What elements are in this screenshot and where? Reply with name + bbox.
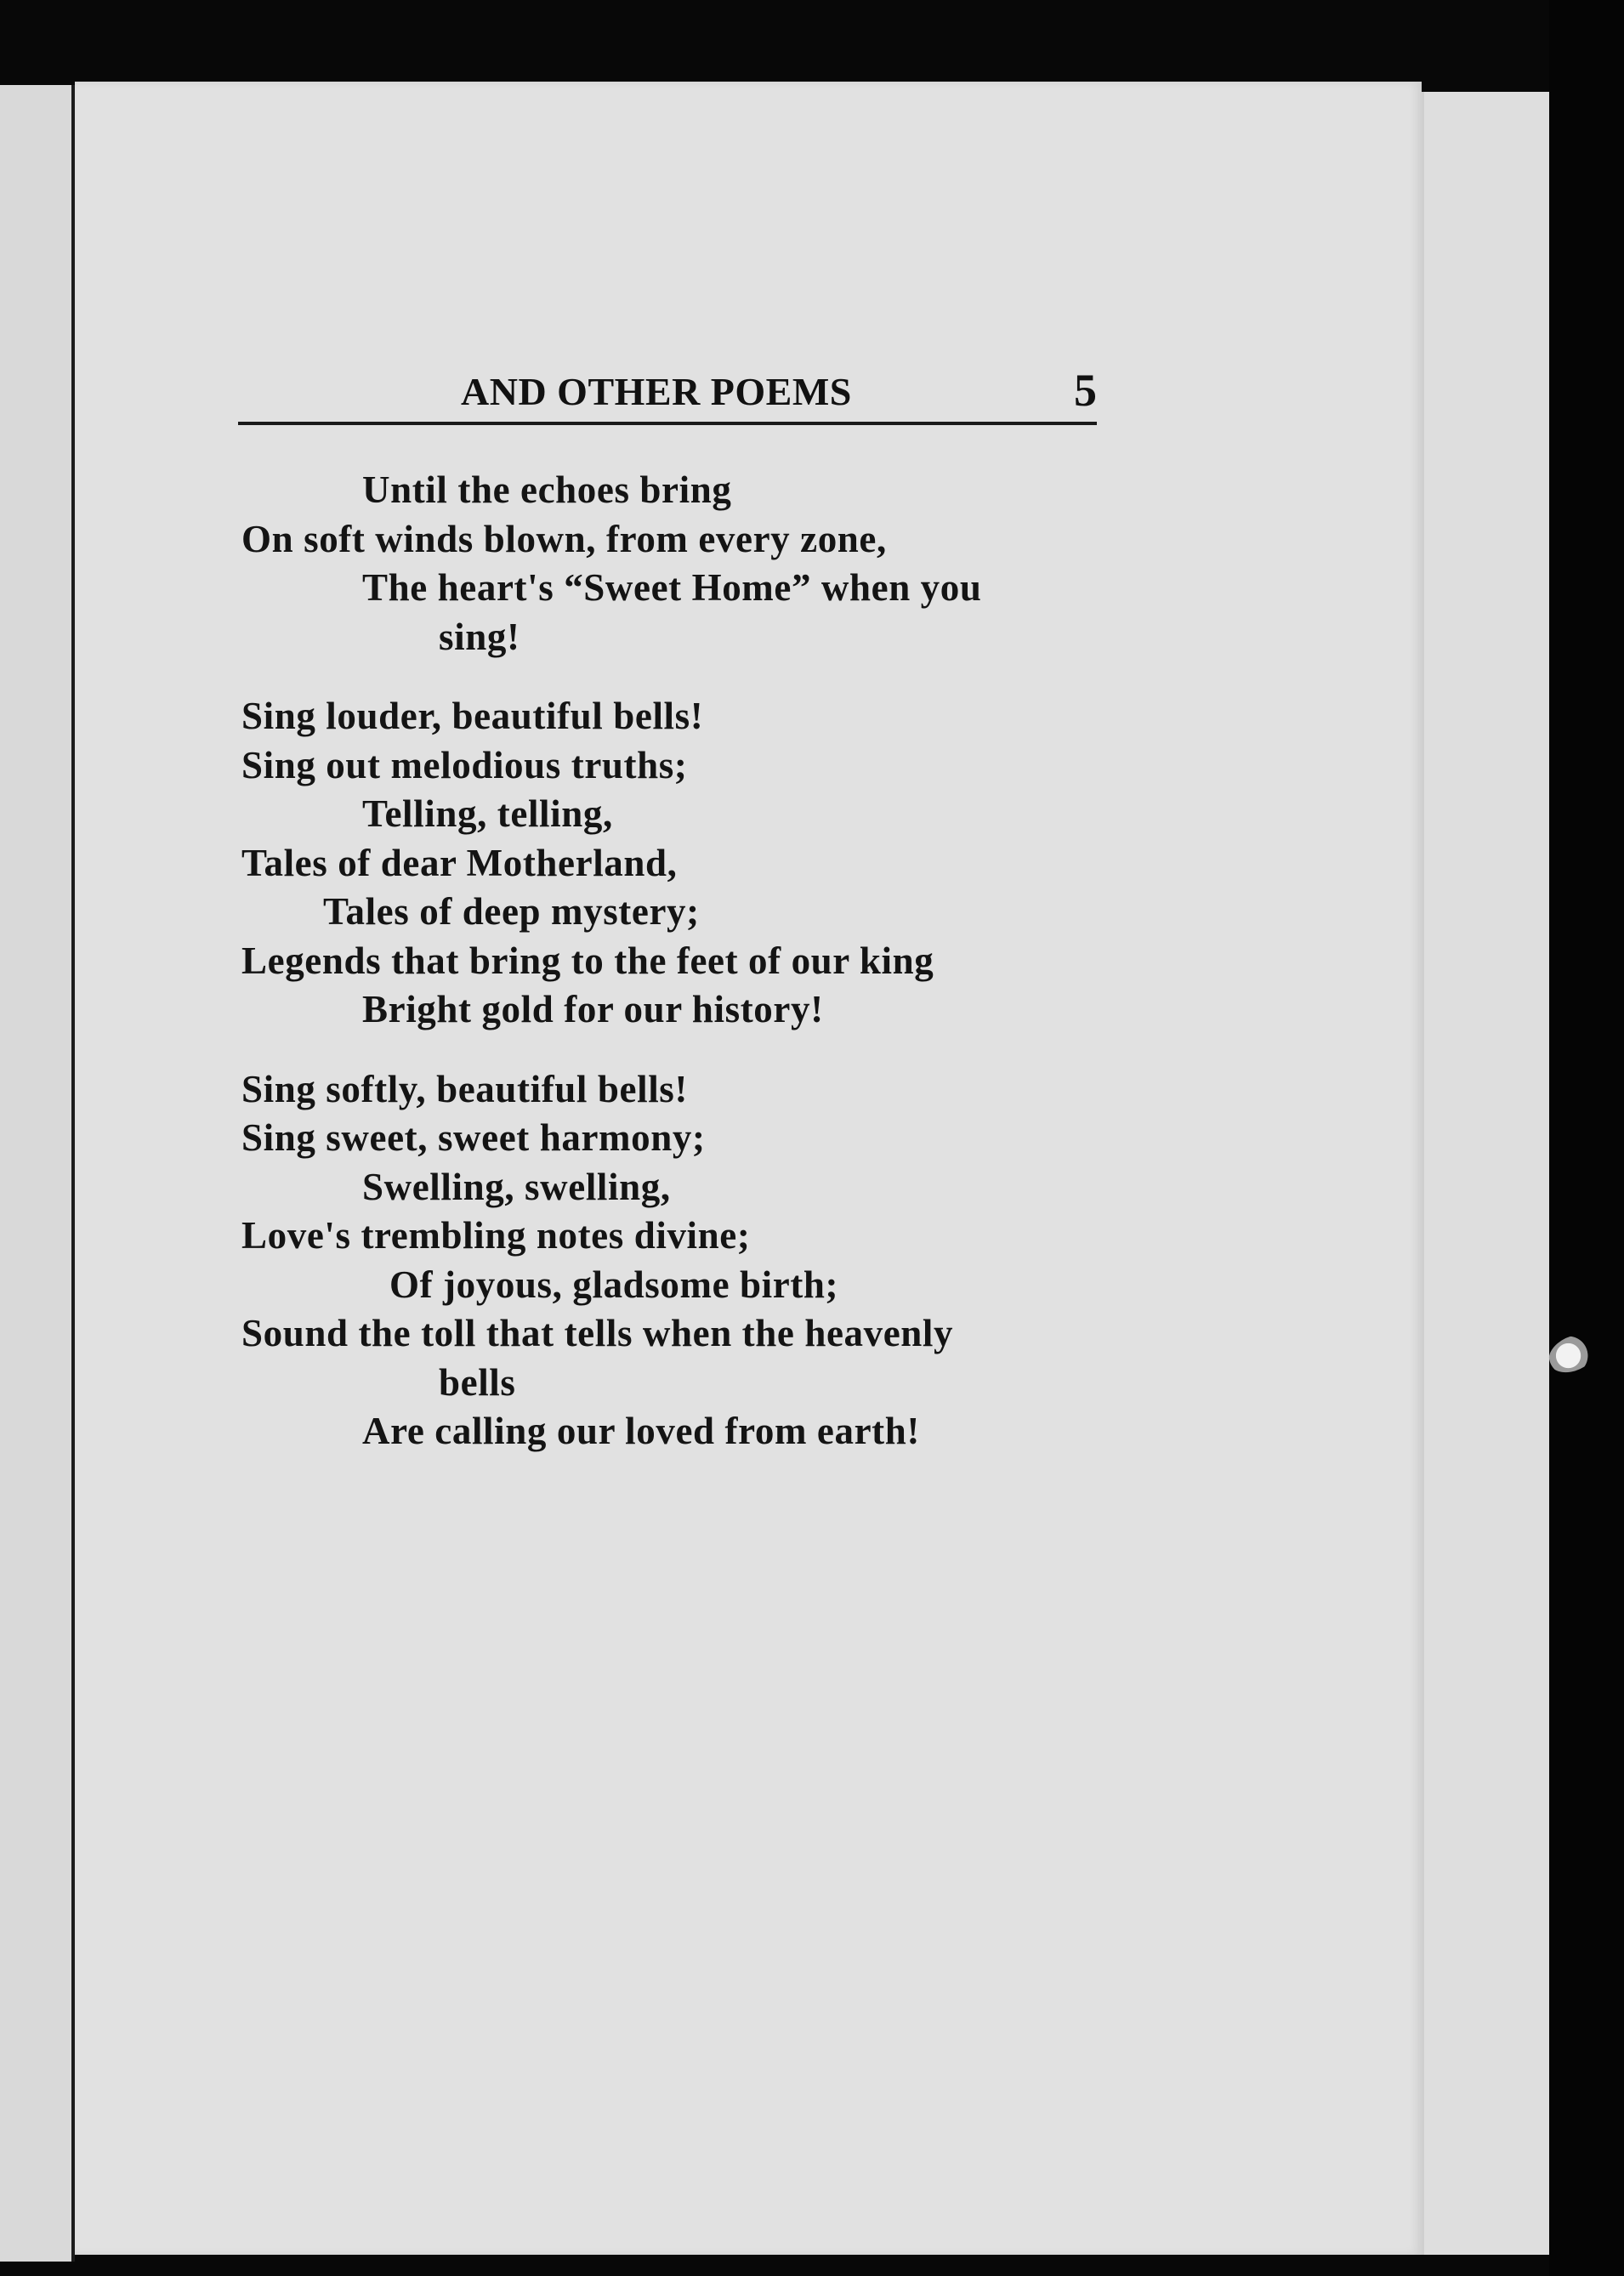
stanza xyxy=(241,692,1143,1035)
page-header xyxy=(163,357,1097,425)
poem-line: Are calling our loved from earth! xyxy=(362,1410,920,1452)
next-page-edge xyxy=(1422,92,1552,2255)
poem-line: Of joyous, gladsome birth; xyxy=(389,1263,839,1306)
poem-line: Love's trembling notes divine; xyxy=(241,1214,751,1257)
poem-line: Swelling, swelling, xyxy=(362,1165,671,1208)
stanza xyxy=(241,466,1143,661)
poem-line: Until the echoes bring xyxy=(362,468,732,511)
poem-body xyxy=(241,466,1143,1456)
poem-line: Telling, telling, xyxy=(362,792,613,835)
previous-page-edge xyxy=(0,85,75,2262)
poem-line: Sing out melodious truths; xyxy=(241,743,688,786)
running-head: AND OTHER POEMS xyxy=(461,370,852,413)
page-number: 5 xyxy=(1074,365,1097,416)
header-rule xyxy=(238,422,1097,425)
poem-line: bells xyxy=(439,1360,516,1404)
poem-line: Sing sweet, sweet harmony; xyxy=(241,1116,706,1159)
poem-line: Sing louder, beautiful bells! xyxy=(241,695,704,737)
scan-background xyxy=(1549,0,1624,2276)
stanza-break xyxy=(241,661,1143,692)
poem-line: The heart's “Sweet Home” when you xyxy=(362,566,982,609)
poem-line: sing! xyxy=(439,615,520,658)
poem-line: Sound the toll that tells when the heavenly xyxy=(241,1312,954,1354)
poem-line: On soft winds blown, from every zone, xyxy=(241,517,887,560)
poem-line: Legends that bring to the feet of our king xyxy=(241,939,934,982)
poem-line: Bright gold for our history! xyxy=(362,988,824,1030)
stanza xyxy=(241,1065,1143,1456)
poem-line: Tales of dear Motherland, xyxy=(241,841,678,884)
stanza-break xyxy=(241,1035,1143,1065)
poem-line: Tales of deep mystery; xyxy=(323,890,700,933)
poem-line: Sing softly, beautiful bells! xyxy=(241,1067,688,1110)
